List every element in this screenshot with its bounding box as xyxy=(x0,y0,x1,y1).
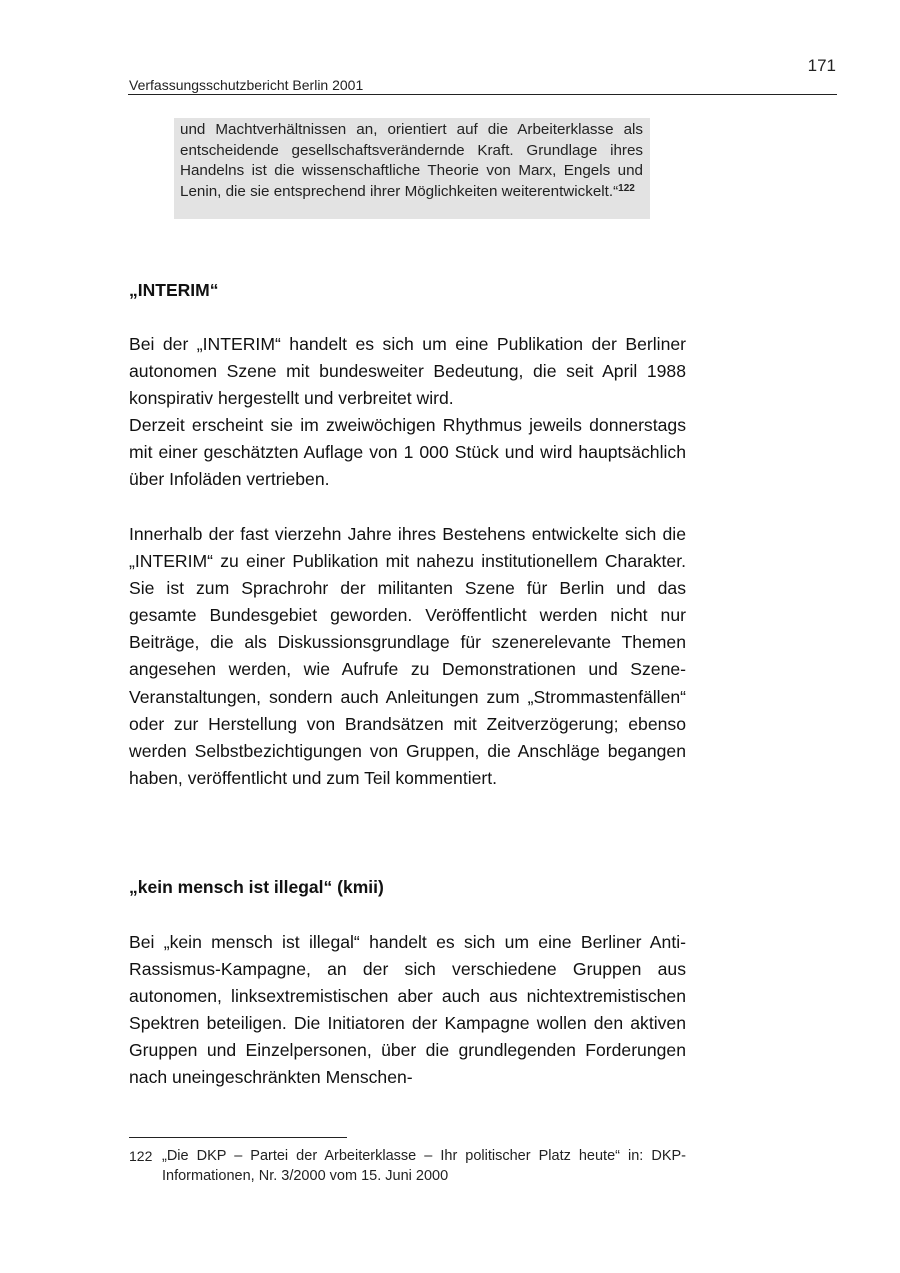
footnote-text: „Die DKP – Partei der Arbeiterklasse – Ihr politischer Platz heute“ in: DKP-Informationen, Nr. 3/2000 vom 15. Juni 2000 xyxy=(162,1148,686,1184)
paragraph-kmii-1: Bei „kein mensch ist illegal“ handelt es sich um eine Berliner Anti-Rassismus-Kampagne, an der sich verschiedene Gruppen aus autonomen, linksextremistischen aber auch aus nichtextremistischen Spektren beteiligen. Die Initiatoren der Kampagne wollen den aktiven Gruppen und Einzelpersonen, über die grundlegenden Forderungen nach uneingeschränkten Menschen- xyxy=(129,932,686,1088)
paragraph-interim-1b: Derzeit erscheint sie im zweiwöchigen Rhythmus jeweils donnerstags mit einer geschätzten Auflage von 1 000 Stück und wird hauptsächlich über Infoläden vertrieben. xyxy=(129,415,686,490)
footnote-ref[interactable]: 122 xyxy=(618,182,635,194)
quote-text: und Machtverhältnissen an, orientiert auf die Arbeiterklasse als entscheidende gesellschaftsverändernde Kraft. Grundlage ihres Handelns ist die wissenschaftliche Theorie von Marx, Engels und Lenin, die sie entsprechend ihrer Möglichkeiten weiterentwickelt.“ xyxy=(180,121,643,200)
quote-box xyxy=(174,118,650,219)
paragraph-interim-2: Innerhalb der fast vierzehn Jahre ihres Bestehens entwickelte sich die „INTERIM“ zu einer Publikation mit nahezu institutionellem Charakter. Sie ist zum Sprachrohr der militanten Szene für Berlin und das gesamte Bundesgebiet geworden. Veröffentlicht werden nicht nur Beiträge, die als Diskussionsgrundlage für szenerelevante Themen angesehen werden, wie Aufrufe zu Demonstrationen und Szene-Veranstaltungen, sondern auch Anleitungen zum „Strommastenfällen“ oder zur Herstellung von Brandsätzen mit Zeitverzögerung; ebenso werden Selbstbezichtigungen von Gruppen, die Anschläge begangen haben, veröffentlicht und zum Teil kommentiert. xyxy=(129,524,686,788)
running-header: Verfassungsschutzbericht Berlin 2001 xyxy=(129,77,364,93)
page-number: 171 xyxy=(807,56,836,75)
footnote xyxy=(129,1147,686,1186)
footnote-rule xyxy=(129,1137,347,1138)
section-heading-kmii: „kein mensch ist illegal“ (kmii) xyxy=(129,877,384,897)
footnote-number: 122 xyxy=(129,1148,153,1164)
header-rule xyxy=(128,94,837,95)
paragraph-interim-1a: Bei der „INTERIM“ handelt es sich um eine Publikation der Berliner autonomen Szene mit bundesweiter Bedeutung, die seit April 1988 konspirativ hergestellt und verbreitet wird. xyxy=(129,334,686,409)
section-heading-interim: „INTERIM“ xyxy=(129,280,219,300)
paragraph-interim-intro xyxy=(129,331,686,494)
